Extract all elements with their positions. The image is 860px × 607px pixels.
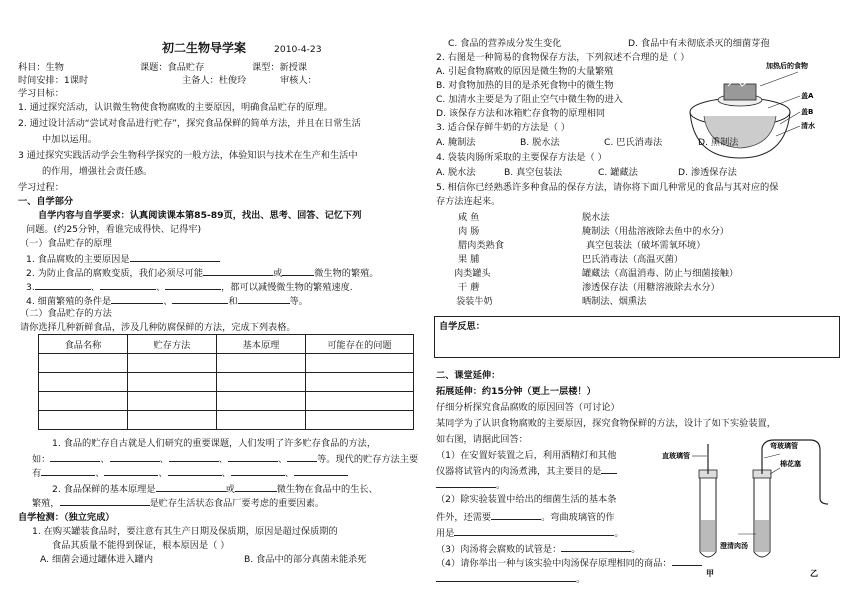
lesson-type: 课型：新授课 xyxy=(252,62,308,73)
method-item[interactable]: 脱水法 xyxy=(582,212,610,223)
extension-heading: 二、课堂延伸： xyxy=(436,370,501,381)
goal-2-cont: 中加以运用。 xyxy=(42,134,98,145)
extension-q2-cont: 件外，还需要 。弯曲玻璃管的作 xyxy=(436,512,615,523)
table-header: 食品名称 xyxy=(39,335,128,354)
table-row xyxy=(39,354,414,373)
food-item[interactable]: 腊肉类熟食 xyxy=(458,240,504,251)
label-water: 清水 xyxy=(801,122,815,130)
food-item[interactable]: 果 脯 xyxy=(458,254,480,265)
label-clear-broth: 澄清肉汤 xyxy=(720,542,748,550)
table-header: 可能存在的问题 xyxy=(306,335,414,354)
goals-heading: 学习目标： xyxy=(18,88,64,99)
label-lid-a: 盖A xyxy=(801,92,814,100)
method-item[interactable]: 真空包装法（破坏需氧环境） xyxy=(586,240,706,251)
test-q4-option-a[interactable]: A. 脱水法 xyxy=(436,167,476,178)
test-q1: 1. 在购买罐装食品时，要注意有其生产日期及保质期，原因是超过保质期的 xyxy=(32,526,338,537)
paragraph-2-line2: 繁殖， 是贮存生活状态食品厂要考虑的重要因素。 xyxy=(32,498,325,509)
selftest-heading: 自学检测：（独立完成） xyxy=(18,512,115,523)
paragraph-2: 2. 食品保鲜的基本原理是 或 微生物在食品中的生长、 xyxy=(52,484,378,495)
storage-table xyxy=(38,334,414,430)
extension-intro: 仔细分析探究食品腐败的原因回答（可讨论） xyxy=(436,402,620,413)
test-q1-option-b[interactable]: B. 食品中的部分真菌未能杀死 xyxy=(244,554,367,565)
test-q2-option-a[interactable]: A. 引起食物腐败的原因是微生物的大量繁殖 xyxy=(436,66,614,77)
process-heading: 学习过程： xyxy=(18,182,64,193)
extension-q1-blank: 。 xyxy=(436,478,505,492)
test-q4-option-d[interactable]: D. 渗透保存法 xyxy=(678,167,737,178)
test-q5: 5. 相信你已经熟悉许多种食品的保存方法，请你将下面几种常见的食品与其对应的保 xyxy=(436,182,779,193)
test-q4-option-b[interactable]: B. 真空包装法 xyxy=(504,167,563,178)
topic: 课题：食品贮存 xyxy=(140,62,205,73)
food-item[interactable]: 袋装牛奶 xyxy=(456,296,493,307)
paragraph-1: 1. 食品的贮存自古就是人们研究的重要课题，人们发明了许多贮存食品的方法， xyxy=(52,438,377,449)
goal-3-cont: 的作用，增强社会责任感。 xyxy=(42,166,153,177)
goal-2: 2. 通过设计活动“尝试对食品进行贮存”，探究食品保鲜的简单方法，并且在日常生活 xyxy=(18,118,361,129)
question-1: 1. 食品腐败的主要原因是 xyxy=(26,252,220,266)
blank[interactable] xyxy=(111,294,163,304)
table-row xyxy=(39,392,414,411)
test-q3-option-a[interactable]: A. 腌制法 xyxy=(436,137,476,148)
method-item[interactable]: 罐藏法（高温消毒、防止与细菌接触） xyxy=(582,268,739,279)
test-q3-option-c[interactable]: C. 巴氏消毒法 xyxy=(604,137,663,148)
reflection-box[interactable] xyxy=(434,316,840,358)
label-curved-tube: 弯玻璃管 xyxy=(770,442,798,450)
goal-1: 1. 通过探究活动，认识微生物使食物腐败的主要原因，明确食品贮存的原理。 xyxy=(18,102,333,113)
method-item[interactable]: 巴氏消毒法（高温灭菌） xyxy=(582,254,684,265)
food-storage-diagram xyxy=(680,50,840,170)
table-row xyxy=(39,373,414,392)
test-q3: 3. 适合保存鲜牛奶的方法是（ ） xyxy=(436,122,571,133)
test-q5-cont: 存方法连起来。 xyxy=(436,196,501,207)
question-2: 2. 为防止食品的腐败变质，我们必须尽可能 或 微生物的繁殖。 xyxy=(26,268,379,279)
blank[interactable] xyxy=(35,280,91,290)
table-header-row xyxy=(39,335,414,354)
test-q1-option-c[interactable]: C. 食品的营养成分发生变化 xyxy=(448,38,562,49)
label-tube-jia: 甲 xyxy=(706,569,714,578)
food-item[interactable]: 咸 鱼 xyxy=(458,212,480,223)
test-q3-option-d[interactable]: D. 熏制法 xyxy=(698,137,739,148)
test-q2: 2. 右图是一种简易的食物保存方法，下列叙述不合理的是（ ） xyxy=(436,52,690,63)
blank[interactable] xyxy=(100,280,156,290)
time-allocation: 时间安排：1课时 xyxy=(18,75,89,86)
test-q1-option-a[interactable]: A. 细菌会通过罐体进入罐内 xyxy=(40,554,154,565)
question-3: 3. 、 、 ，都可以减慢微生物的繁殖速度. xyxy=(26,282,353,293)
test-q2-option-d[interactable]: D. 该保存方法和冰箱贮存食物的原理相同 xyxy=(436,108,606,119)
preparer: 主备人：杜俊玲 xyxy=(182,75,247,86)
paragraph-1-line3: 有 、 、 、 、 xyxy=(32,466,348,480)
extension-q4: （4）请你举出一种与该实验中肉汤保存原理相同的商品： xyxy=(436,556,702,570)
method-item[interactable]: 腌制法（用盐溶液除去鱼中的水分） xyxy=(582,226,729,237)
label-straight-tube: 直玻璃管 xyxy=(662,452,690,460)
subject: 科目：生物 xyxy=(18,62,64,73)
blank[interactable] xyxy=(172,294,228,304)
method-item[interactable]: 渗透保存法（用糖溶液除去水分） xyxy=(582,282,720,293)
extension-q2: （2）除实验装置中给出的细菌生活的基本条 xyxy=(436,494,617,505)
food-item[interactable]: 肉 肠 xyxy=(458,226,480,237)
page-title: 初二生物导学案 xyxy=(162,41,247,55)
extension-q2-end: 用是 。 xyxy=(436,528,624,539)
blank[interactable] xyxy=(282,266,314,276)
reviewer: 审核人： xyxy=(280,75,317,86)
blank[interactable] xyxy=(238,294,290,304)
question-4: 4. 细菌繁殖的条件是 、 和 等。 xyxy=(26,296,308,307)
self-study-req-cont: 问题。(约25分钟，看谁完成得快、记得牢) xyxy=(26,224,202,235)
goal-3: 3 通过探究实践活动学会生物科学探究的一般方法，体验知识与技术在生产和生活中 xyxy=(18,150,358,161)
label-lid-b: 盖B xyxy=(801,108,814,116)
food-item[interactable]: 干 蘑 xyxy=(458,282,480,293)
date: 2010-4-23 xyxy=(274,44,322,55)
extension-context: 某同学为了认识食物腐败的主要原因，探究食物保鲜的方法，设计了如下实验装置， xyxy=(436,418,776,429)
table-header: 基本原理 xyxy=(217,335,306,354)
table-header: 贮存方法 xyxy=(128,335,217,354)
self-study-req: 自学内容与自学要求：认真阅读课本第85-89页，找出、思考、回答、记忆下列 xyxy=(38,210,362,221)
test-q1-option-d[interactable]: D. 食品中有未彻底杀灭的细菌芽孢 xyxy=(628,38,770,49)
table-intro: 请你选择几种新鲜食品，涉及几种防腐保鲜的方法，完成下列表格。 xyxy=(20,322,296,333)
test-q3-option-b[interactable]: B. 脱水法 xyxy=(520,137,560,148)
test-q4: 4. 袋装肉肠所采取的主要保存方法是（ ） xyxy=(436,152,607,163)
extension-sub: 拓展延伸：约15分钟（更上一层楼！） xyxy=(436,386,596,397)
extension-q1-cont: 仪器将试管内的肉汤煮沸，其主要目的是 xyxy=(436,464,617,478)
label-heated-food: 加热后的食物 xyxy=(766,62,808,70)
extension-context-cont: 如右图，请据此回答： xyxy=(436,434,528,445)
blank[interactable] xyxy=(203,266,273,276)
food-item[interactable]: 肉类罐头 xyxy=(454,268,491,279)
test-q2-option-c[interactable]: C. 加清水主要是为了阻止空气中微生物的进入 xyxy=(436,94,623,105)
label-tube-yi: 乙 xyxy=(810,569,818,578)
extension-q1: （1）在安置好装置之后，利用酒精灯和其他 xyxy=(436,450,617,461)
test-tube-diagram xyxy=(662,434,848,582)
section-principle: （一）食品贮存的原理 xyxy=(20,238,112,249)
test-q4-option-c[interactable]: C. 罐藏法 xyxy=(598,167,638,178)
reflection-heading: 自学反思： xyxy=(439,321,485,332)
extension-q3: （3）肉汤将会腐败的试管是： 。 xyxy=(436,544,641,555)
section-methods: （二）食品贮存的方法 xyxy=(20,308,112,319)
extension-q4-blank: 。 xyxy=(436,572,585,586)
test-q1-cont: 食品其质量不能得到保证，根本原因是（ ） xyxy=(52,540,230,551)
table-row xyxy=(39,411,414,430)
blank[interactable] xyxy=(130,252,220,262)
blank[interactable] xyxy=(165,280,221,290)
label-cotton-plug: 棉花塞 xyxy=(780,460,801,468)
method-item[interactable]: 晒制法、烟熏法 xyxy=(582,296,647,307)
paragraph-1-line2: 如： 、 、 、 、 等。现代的贮存方法主要 xyxy=(32,454,419,465)
test-q2-option-b[interactable]: B. 对食物加热的目的是杀死食物中的微生物 xyxy=(436,80,614,91)
part1-heading: 一、自学部分 xyxy=(18,196,74,207)
